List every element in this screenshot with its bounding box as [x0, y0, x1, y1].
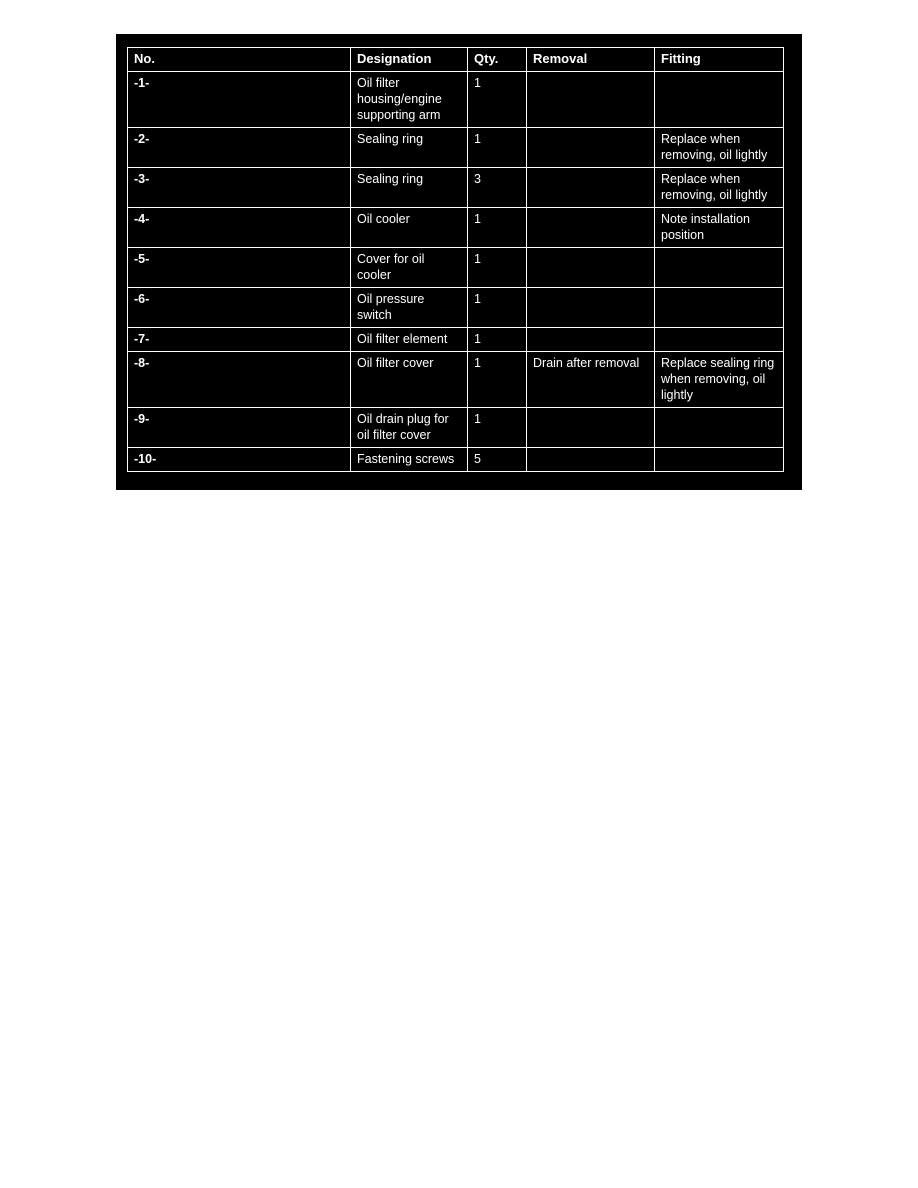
cell-removal: Drain after removal	[527, 352, 655, 408]
cell-qty: 1	[468, 248, 527, 288]
cell-qty: 3	[468, 168, 527, 208]
parts-table-panel	[116, 34, 802, 490]
cell-designation: Oil filter housing/engine supporting arm	[351, 72, 468, 128]
table-row	[128, 328, 784, 352]
header-fitting: Fitting	[655, 48, 784, 72]
cell-designation: Cover for oil cooler	[351, 248, 468, 288]
cell-no: -4-	[128, 208, 351, 248]
cell-removal	[527, 128, 655, 168]
cell-fitting	[655, 288, 784, 328]
table-row	[128, 128, 784, 168]
cell-fitting: Replace when removing, oil lightly	[655, 168, 784, 208]
cell-removal	[527, 248, 655, 288]
cell-designation: Sealing ring	[351, 168, 468, 208]
cell-removal	[527, 168, 655, 208]
table-row	[128, 408, 784, 448]
cell-qty: 5	[468, 448, 527, 472]
cell-no: -6-	[128, 288, 351, 328]
cell-removal	[527, 408, 655, 448]
table-row	[128, 248, 784, 288]
table-header-row	[128, 48, 784, 72]
cell-designation: Fastening screws	[351, 448, 468, 472]
table-row	[128, 288, 784, 328]
cell-qty: 1	[468, 128, 527, 168]
cell-qty: 1	[468, 408, 527, 448]
cell-fitting: Replace sealing ring when removing, oil lightly	[655, 352, 784, 408]
cell-no: -1-	[128, 72, 351, 128]
header-removal: Removal	[527, 48, 655, 72]
cell-qty: 1	[468, 208, 527, 248]
cell-no: -2-	[128, 128, 351, 168]
cell-fitting	[655, 72, 784, 128]
cell-no: -8-	[128, 352, 351, 408]
cell-designation: Oil drain plug for oil filter cover	[351, 408, 468, 448]
header-qty: Qty.	[468, 48, 527, 72]
cell-fitting	[655, 328, 784, 352]
cell-removal	[527, 72, 655, 128]
cell-fitting: Replace when removing, oil lightly	[655, 128, 784, 168]
cell-removal	[527, 208, 655, 248]
cell-designation: Oil filter cover	[351, 352, 468, 408]
cell-fitting	[655, 448, 784, 472]
cell-designation: Sealing ring	[351, 128, 468, 168]
cell-no: -5-	[128, 248, 351, 288]
cell-fitting	[655, 248, 784, 288]
cell-fitting	[655, 408, 784, 448]
table-row	[128, 448, 784, 472]
cell-no: -9-	[128, 408, 351, 448]
cell-no: -10-	[128, 448, 351, 472]
cell-designation: Oil cooler	[351, 208, 468, 248]
cell-removal	[527, 288, 655, 328]
table-row	[128, 352, 784, 408]
header-designation: Designation	[351, 48, 468, 72]
cell-designation: Oil filter element	[351, 328, 468, 352]
cell-qty: 1	[468, 328, 527, 352]
cell-designation: Oil pressure switch	[351, 288, 468, 328]
cell-no: -7-	[128, 328, 351, 352]
cell-qty: 1	[468, 352, 527, 408]
cell-removal	[527, 448, 655, 472]
cell-qty: 1	[468, 288, 527, 328]
cell-no: -3-	[128, 168, 351, 208]
table-row	[128, 72, 784, 128]
table-row	[128, 208, 784, 248]
cell-qty: 1	[468, 72, 527, 128]
cell-fitting: Note installation position	[655, 208, 784, 248]
parts-table	[127, 47, 784, 472]
cell-removal	[527, 328, 655, 352]
table-row	[128, 168, 784, 208]
header-no: No.	[128, 48, 351, 72]
